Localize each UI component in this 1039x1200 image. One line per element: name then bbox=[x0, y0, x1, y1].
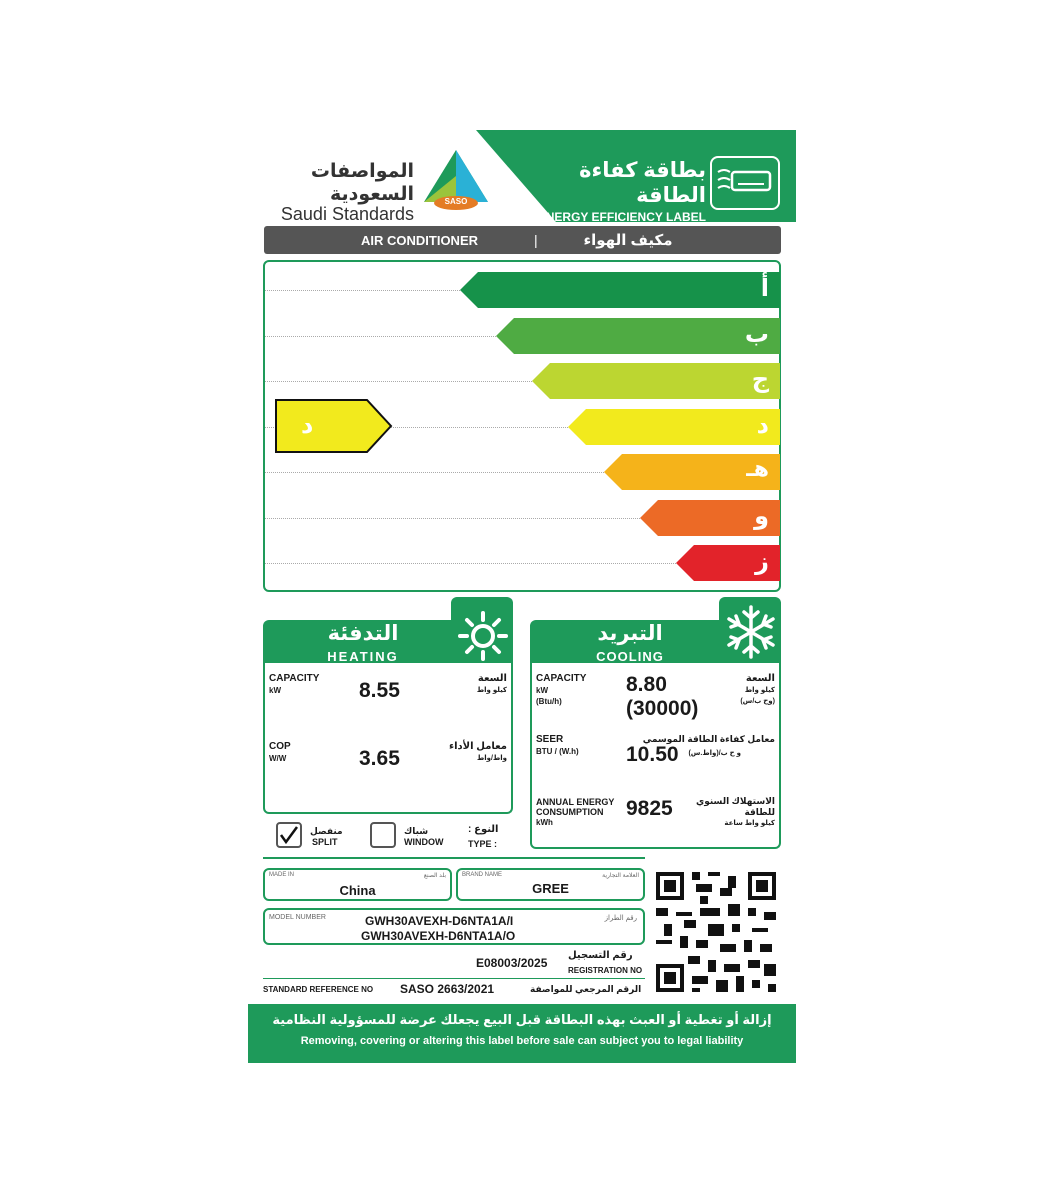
heating-title-ar: التدفئة bbox=[327, 622, 399, 645]
rating-scale bbox=[263, 260, 781, 592]
model-number-1: GWH30AVEXH-D6NTA1A/I bbox=[365, 914, 514, 928]
rating-letter-b: ب bbox=[744, 321, 769, 348]
brand-label-en: BRAND NAME bbox=[462, 872, 503, 878]
product-bar-separator: | bbox=[534, 232, 538, 248]
brand-value: GREE bbox=[532, 881, 569, 896]
product-name-en: AIR CONDITIONER bbox=[361, 233, 478, 248]
model-label-ar: رقم الطراز bbox=[604, 915, 637, 922]
rating-letter-c: ج bbox=[751, 366, 769, 393]
cooling-seer-value: 10.50 bbox=[626, 743, 679, 766]
model-box bbox=[263, 908, 645, 945]
heating-cop-label-en: COP bbox=[269, 741, 291, 752]
cooling-annual-label-ar1: الاستهلاك السنوي bbox=[695, 796, 775, 806]
rating-bar-a bbox=[460, 272, 780, 308]
saso-name-block bbox=[254, 160, 414, 225]
registration-value: E08003/2025 bbox=[476, 956, 548, 970]
check-icon bbox=[281, 827, 297, 842]
heating-capacity-unit-en: kW bbox=[269, 686, 281, 695]
divider bbox=[263, 857, 645, 859]
heating-cop-value: 3.65 bbox=[359, 747, 400, 770]
heating-capacity-label-ar: السعة bbox=[477, 673, 507, 684]
footer-warning-ar: إزالة أو تغطية أو العبث بهذه البطاقة قبل البيع يجعلك عرضة للمسؤولية النظامية bbox=[272, 1012, 772, 1027]
heating-capacity-value: 8.55 bbox=[359, 679, 400, 702]
saso-name-ar: المواصفات السعودية bbox=[310, 161, 414, 205]
label-title-block bbox=[518, 158, 706, 224]
current-rating-arrow bbox=[275, 399, 393, 453]
heating-capacity-unit-ar: كيلو واط bbox=[476, 687, 507, 694]
cooling-annual-label-en1: ANNUAL ENERGY bbox=[536, 797, 615, 807]
saso-name-en: Saudi Standards bbox=[280, 204, 414, 224]
window-checkbox[interactable] bbox=[370, 822, 396, 848]
product-name-ar: مكيف الهواء bbox=[583, 232, 673, 249]
split-label-ar: منفصل bbox=[310, 826, 343, 836]
model-number-2: GWH30AVEXH-D6NTA1A/O bbox=[361, 929, 516, 943]
heating-title-en: HEATING bbox=[327, 649, 399, 664]
cooling-annual-label-en2: CONSUMPTION bbox=[536, 807, 604, 817]
cooling-capacity-value-btu: (30000) bbox=[626, 697, 699, 720]
standard-label-ar: الرقم المرجعي للمواصفة bbox=[530, 984, 642, 994]
current-rating-letter: د bbox=[301, 412, 314, 439]
cooling-annual-value: 9825 bbox=[626, 797, 673, 820]
qr-code[interactable] bbox=[652, 868, 780, 996]
made-in-label-ar: بلد الصنع bbox=[423, 873, 446, 879]
label-title-ar: بطاقة كفاءة الطاقة bbox=[579, 159, 706, 207]
split-checkbox[interactable] bbox=[276, 822, 302, 848]
rating-letter-a: أ bbox=[760, 275, 769, 302]
ac-unit-icon bbox=[710, 156, 780, 210]
registration-label-ar: رقم التسجيل bbox=[568, 950, 633, 961]
cooling-capacity-label-en: CAPACITY bbox=[536, 673, 587, 684]
snowflake-icon bbox=[725, 603, 777, 661]
heating-cop-unit-en: W/W bbox=[269, 754, 287, 763]
cooling-title-en: COOLING bbox=[596, 649, 664, 664]
saso-logo-text: SASO bbox=[444, 197, 468, 206]
rating-letter-g: ز bbox=[755, 548, 769, 575]
type-label-ar: النوع : bbox=[468, 824, 499, 835]
cooling-title-ar: التبريد bbox=[597, 622, 663, 645]
divider-2 bbox=[263, 978, 645, 979]
label-title-en: ENERGY EFFICIENCY LABEL bbox=[537, 210, 706, 224]
heating-cop-unit-ar: واط/واط bbox=[477, 755, 507, 762]
window-label-en: WINDOW bbox=[404, 837, 444, 847]
rating-letter-d: د bbox=[756, 412, 769, 439]
cooling-panel bbox=[530, 597, 781, 849]
heating-cop-label-ar: معامل الأداء bbox=[448, 741, 507, 752]
rating-bar-b bbox=[496, 318, 780, 354]
footer-warning-en: Removing, covering or altering this label before sale can subject you to legal liability bbox=[300, 1035, 744, 1047]
heating-panel bbox=[263, 597, 513, 814]
cooling-annual-unit-ar: كيلو واط ساعة bbox=[724, 820, 775, 827]
cooling-seer-label-ar: معامل كفاءة الطاقة الموسمي bbox=[642, 734, 775, 744]
rating-bar-d bbox=[568, 409, 780, 445]
window-label-ar: شباك bbox=[404, 826, 429, 836]
cooling-seer-label-en: SEER bbox=[536, 734, 564, 745]
cooling-seer-unit-en: BTU / (W.h) bbox=[536, 747, 579, 756]
model-label-en: MODEL NUMBER bbox=[269, 914, 326, 921]
made-in-box bbox=[263, 868, 452, 901]
cooling-capacity-unit-ar1: كيلو واط bbox=[744, 687, 775, 694]
cooling-capacity-unit-ar2: (وح ب/س) bbox=[740, 698, 775, 705]
product-bar bbox=[264, 226, 781, 254]
cooling-capacity-label-ar: السعة bbox=[745, 673, 775, 684]
energy-label bbox=[248, 130, 796, 1063]
cooling-seer-unit-ar: و ح ب/(واط.س) bbox=[688, 750, 741, 757]
rating-letter-f: و bbox=[754, 503, 769, 530]
split-label-en: SPLIT bbox=[312, 837, 338, 847]
standard-label-en: STANDARD REFERENCE NO bbox=[263, 985, 374, 994]
brand-box bbox=[456, 868, 645, 901]
made-in-label-en: MADE IN bbox=[269, 872, 295, 878]
rating-letter-e: هـ bbox=[746, 456, 769, 481]
type-label-en: TYPE : bbox=[468, 839, 498, 849]
cooling-capacity-unit-en1: kW bbox=[536, 686, 548, 695]
cooling-capacity-value: 8.80 bbox=[626, 673, 667, 696]
brand-label-ar: العلامة التجارية bbox=[602, 873, 639, 879]
rating-bar-c bbox=[532, 363, 780, 399]
cooling-annual-unit-en: kWh bbox=[536, 818, 553, 827]
heating-capacity-label-en: CAPACITY bbox=[269, 673, 320, 684]
cooling-annual-label-ar2: للطاقة bbox=[744, 807, 775, 817]
sun-icon bbox=[457, 610, 509, 662]
standard-value: SASO 2663/2021 bbox=[400, 982, 495, 996]
saso-logo bbox=[420, 146, 492, 212]
cooling-capacity-unit-en2: (Btu/h) bbox=[536, 697, 562, 706]
footer-warning-bar bbox=[248, 1004, 796, 1063]
registration-label-en: REGISTRATION NO bbox=[568, 966, 643, 975]
made-in-value: China bbox=[339, 883, 376, 898]
